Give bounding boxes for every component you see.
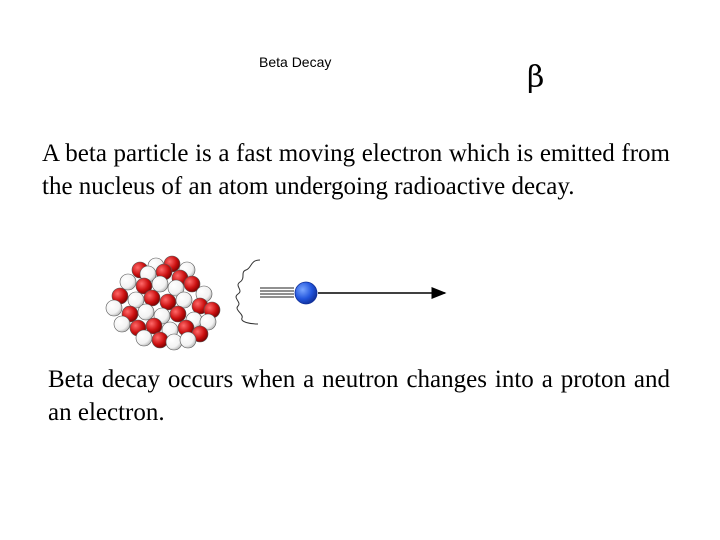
nucleon <box>144 290 160 306</box>
beta-symbol: β <box>527 60 545 95</box>
nucleon <box>136 330 152 346</box>
slide-title: Beta Decay <box>259 54 332 70</box>
nucleus <box>106 256 220 350</box>
nucleon <box>114 316 130 332</box>
emission-burst <box>236 260 260 324</box>
beta-particle-definition: A beta particle is a fast moving electron which is emitted from the nucleus of an atom undergoing radioactive decay. <box>42 140 670 200</box>
nucleon <box>176 292 192 308</box>
beta-decay-explanation: Beta decay occurs when a neutron changes into a proton and an electron. <box>48 366 670 426</box>
nucleon <box>106 300 122 316</box>
nucleon <box>138 304 154 320</box>
nucleon <box>152 276 168 292</box>
motion-lines <box>260 288 294 297</box>
electron <box>295 282 317 304</box>
nucleon <box>180 332 196 348</box>
nucleon <box>170 306 186 322</box>
nucleon <box>120 274 136 290</box>
nucleon <box>152 332 168 348</box>
nucleon <box>166 334 182 350</box>
beta-decay-diagram <box>100 248 460 358</box>
